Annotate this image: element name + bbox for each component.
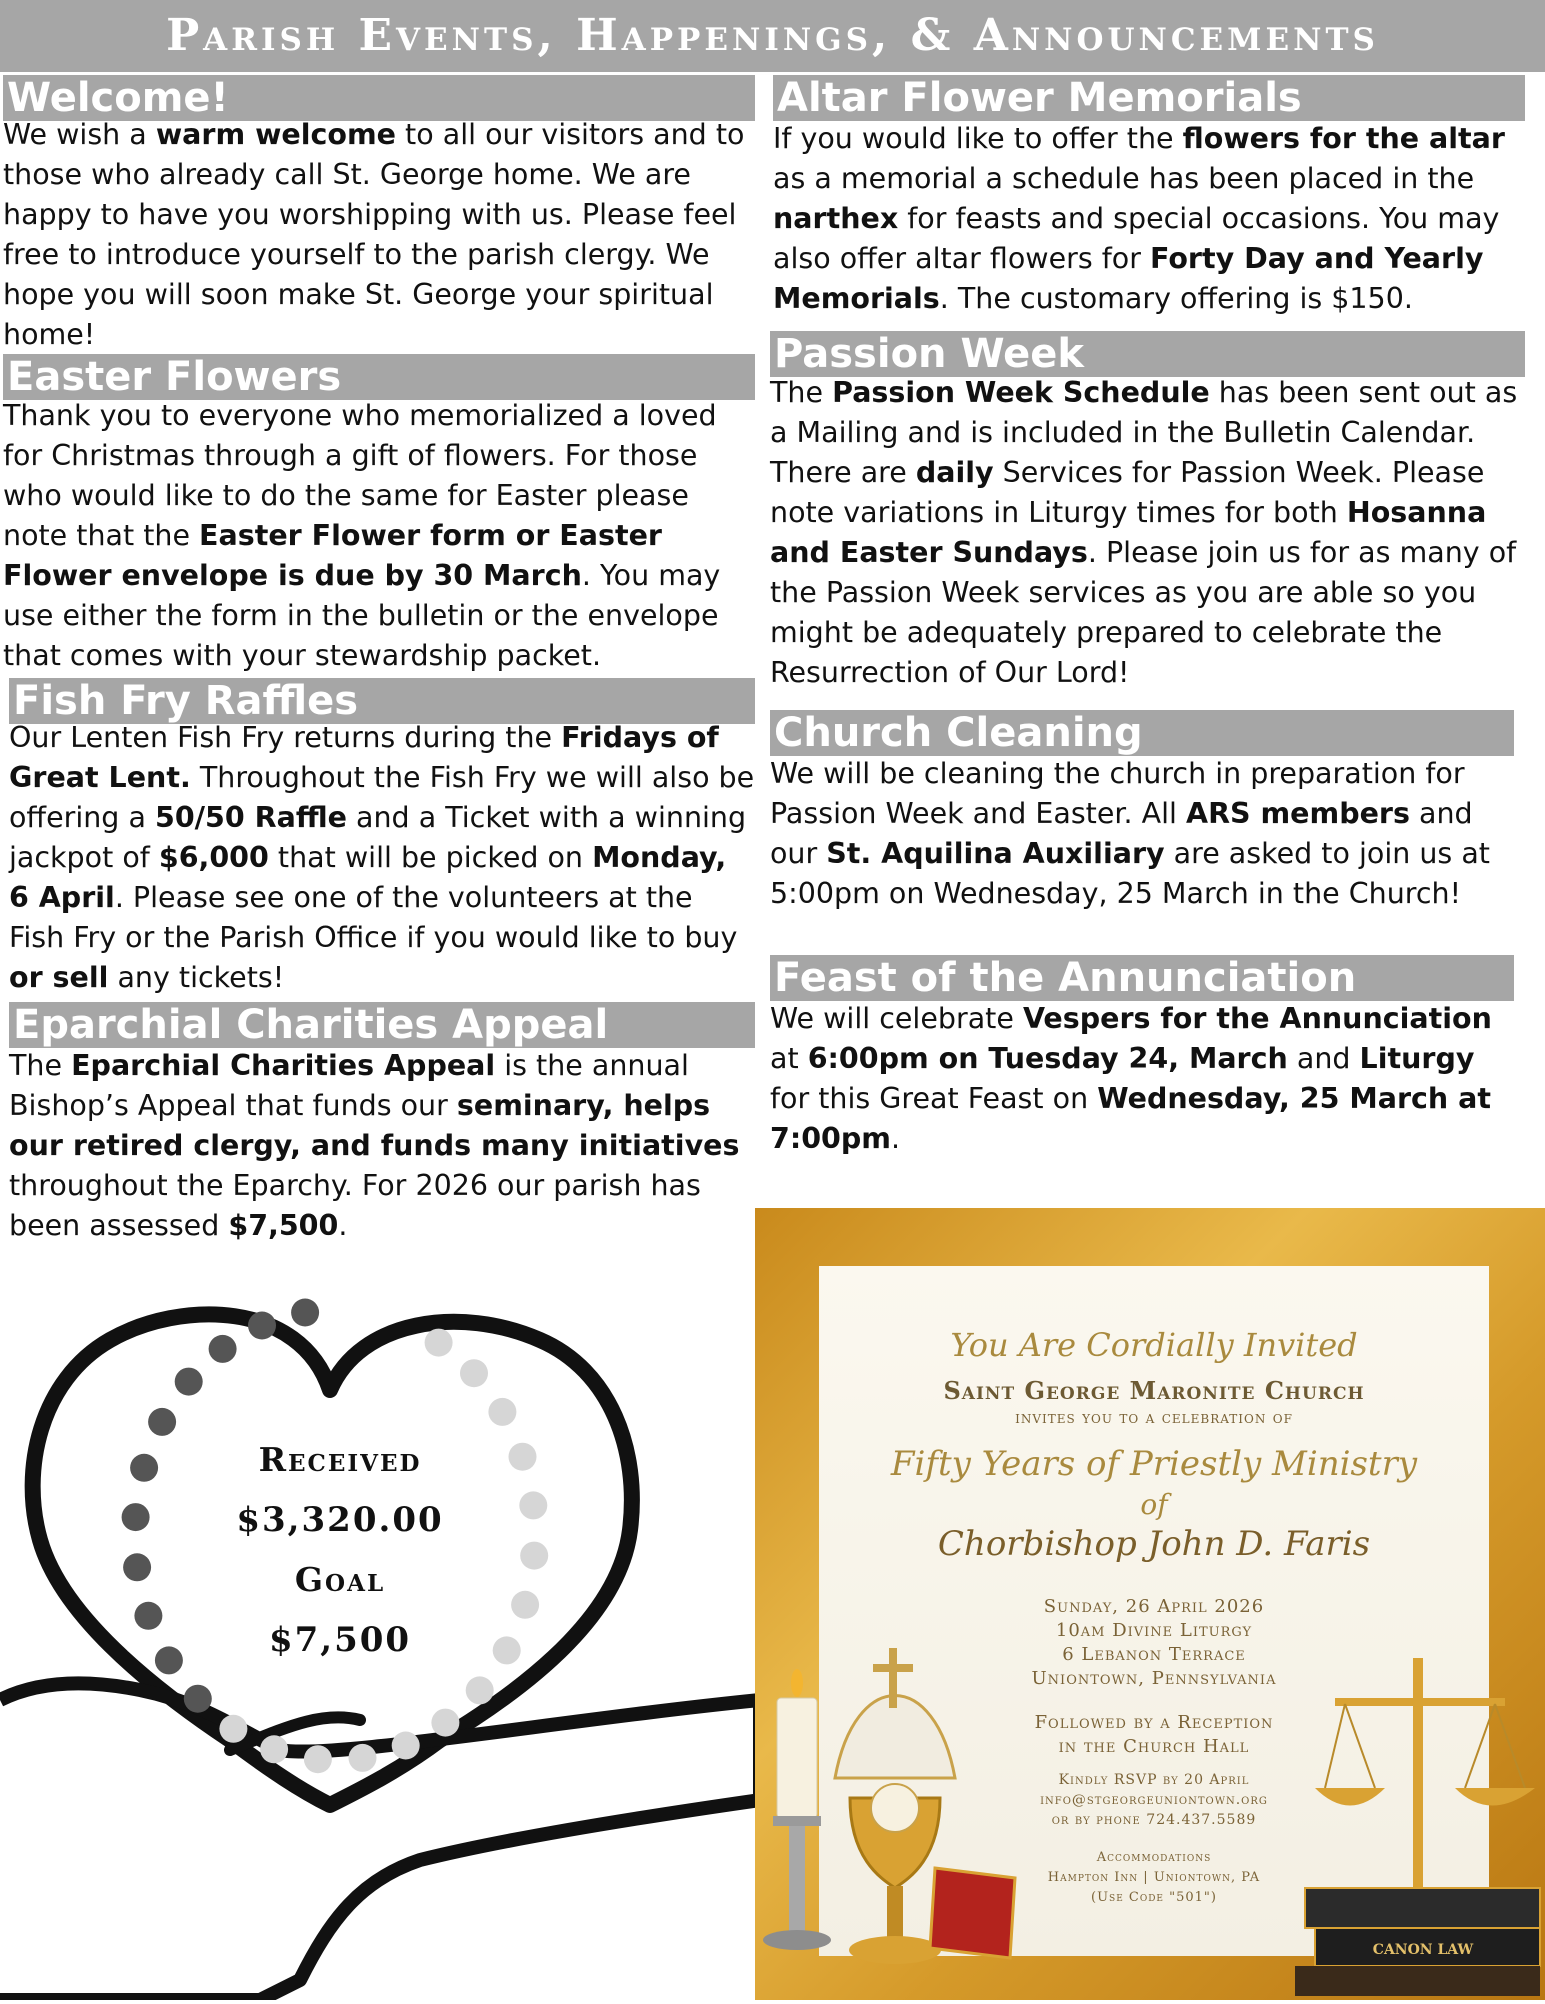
church-cleaning-heading: Church Cleaning <box>770 710 1514 756</box>
progress-dot-empty <box>425 1329 453 1357</box>
progress-dot-empty <box>511 1591 539 1619</box>
progress-dot-empty <box>460 1359 488 1387</box>
passion-week-text: The Passion Week Schedule has been sent out as a Mailing and is included in the Bulletin Calendar. There are daily Services for Passion Week. Please note variations in Liturgy times for both Hosanna and Easter Sundays. Please join us for as many of the Passion Week services as you are able so you might be adequately prepared to celebrate the Resurrection of Our Lord! <box>770 376 1518 689</box>
eparchial-appeal-text: The Eparchial Charities Appeal is the annual Bishop’s Appeal that funds our seminary, helps our retired clergy, and funds many initiatives throughout the Eparchy. For 2026 our parish has been assessed $7,500. <box>9 1049 740 1242</box>
progress-dot-filled <box>123 1553 151 1581</box>
fish-fry-text: Our Lenten Fish Fry returns during the Fridays of Great Lent. Throughout the Fish Fry we will also be offering a 50/50 Raffle and a Ticket with a winning jackpot of $6,000 that will be picked on Monday, 6 April. Please see one of the volunteers at the Fish Fry or the Parish Office if you would like to buy or sell any tickets! <box>9 721 755 994</box>
progress-dot-filled <box>148 1408 176 1436</box>
welcome-heading: Welcome! <box>3 75 755 121</box>
annunciation-text: We will celebrate Vespers for the Annunciation at 6:00pm on Tuesday 24, March and Liturgy for this Great Feast on Wednesday, 25 March at 7:00pm. <box>770 1002 1492 1155</box>
event-liturgy: 10am Divine Liturgy <box>1055 1620 1253 1641</box>
rsvp-email: info@stgeorgeuniontown.org <box>1040 1792 1268 1808</box>
church-cleaning-text: We will be cleaning the church in preparation for Passion Week and Easter. All ARS members and our St. Aquilina Auxiliary are asked to join us at 5:00pm on Wednesday, 25 March in the Church! <box>770 757 1490 910</box>
progress-dot-filled <box>248 1312 276 1340</box>
event-date: Sunday, 26 April 2026 <box>1043 1596 1265 1617</box>
event-address: 6 Lebanon Terrace <box>1062 1644 1246 1665</box>
page-banner: Parish Events, Happenings, & Announcements <box>0 0 1545 72</box>
church-cleaning-section <box>770 710 1514 914</box>
book-label: CANON LAW <box>1372 1942 1474 1958</box>
progress-dot-empty <box>219 1715 247 1743</box>
passion-week-section <box>770 331 1525 693</box>
progress-dot-empty <box>392 1732 420 1760</box>
received-amount: $3,320.00 <box>236 1500 444 1540</box>
invite-subline: invites you to a celebration of <box>1015 1408 1293 1428</box>
progress-dot-empty <box>519 1491 547 1519</box>
church-name: Saint George Maronite Church <box>943 1376 1365 1405</box>
invite-greeting: You Are Cordially Invited <box>950 1326 1358 1364</box>
progress-dot-filled <box>175 1368 203 1396</box>
eparchial-appeal-heading: Eparchial Charities Appeal <box>9 1002 755 1048</box>
eparchial-appeal-section <box>9 1002 755 1246</box>
progress-dot-empty <box>431 1709 459 1737</box>
chalice-mitre-icon <box>755 1628 1025 2000</box>
accommodations-hotel: Hampton Inn | Uniontown, PA <box>1047 1870 1261 1885</box>
celebration-of: of <box>1140 1488 1168 1521</box>
altar-flowers-heading: Altar Flower Memorials <box>773 75 1525 121</box>
altar-flowers-section <box>773 75 1525 319</box>
goal-label: Goal <box>294 1560 386 1599</box>
progress-dot-empty <box>520 1542 548 1570</box>
progress-dot-empty <box>509 1443 537 1471</box>
fish-fry-section <box>9 678 755 998</box>
passion-week-heading: Passion Week <box>770 331 1525 377</box>
goal-amount: $7,500 <box>268 1620 412 1660</box>
progress-dot-filled <box>291 1299 319 1327</box>
received-label: Received <box>258 1440 422 1479</box>
scales-books-icon <box>1295 1638 1545 2000</box>
hand-outline <box>0 1683 760 2000</box>
annunciation-heading: Feast of the Annunciation <box>770 955 1514 1001</box>
progress-dot-empty <box>349 1744 377 1772</box>
accommodations-code: (Use Code "501") <box>1091 1890 1217 1905</box>
celebration-title: Fifty Years of Priestly Ministry <box>890 1444 1418 1484</box>
progress-dot-filled <box>209 1335 237 1363</box>
easter-flowers-text: Thank you to everyone who memorialized a loved for Christmas through a gift of flowers. For those who would like to do the same for Easter please note that the Easter Flower form or Easter Flower envelope is due by 30 March. You may use either the form in the bulletin or the envelope that comes with your stewardship packet. <box>3 399 721 672</box>
appeal-totals <box>190 1430 490 1670</box>
welcome-text: We wish a warm welcome to all our visitors and to those who already call St. George home. We are happy to have you worshipping with us. Please feel free to introduce yourself to the parish clergy. We hope you will soon make St. George your spiritual home! <box>3 118 745 351</box>
altar-flowers-text: If you would like to offer the flowers for the altar as a memorial a schedule has been placed in the narthex for feasts and special occasions. You may also offer altar flowers for Forty Day and Yearly Memorials. The customary offering is $150. <box>773 122 1505 315</box>
progress-dot-filled <box>134 1602 162 1630</box>
honoree-name: Chorbishop John D. Faris <box>937 1524 1371 1564</box>
invitation-flyer <box>755 1208 1545 2000</box>
progress-dot-filled <box>184 1685 212 1713</box>
annunciation-section <box>770 955 1514 1159</box>
progress-dot-empty <box>304 1745 332 1773</box>
appeal-progress-graphic <box>0 1280 760 2000</box>
easter-flowers-section <box>3 354 755 676</box>
progress-dot-empty <box>260 1735 288 1763</box>
progress-dot-empty <box>488 1398 516 1426</box>
reception-place: in the Church Hall <box>1058 1736 1250 1757</box>
accommodations-label: Accommodations <box>1096 1850 1212 1865</box>
candle-icon <box>777 1698 817 1818</box>
progress-dot-empty <box>493 1636 521 1664</box>
fish-fry-heading: Fish Fry Raffles <box>9 678 755 724</box>
progress-dot-empty <box>466 1676 494 1704</box>
welcome-section <box>3 75 755 355</box>
reception-line: Followed by a Reception <box>1034 1712 1274 1733</box>
easter-flowers-heading: Easter Flowers <box>3 354 755 400</box>
event-city: Uniontown, Pennsylvania <box>1031 1668 1277 1689</box>
progress-dot-filled <box>130 1454 158 1482</box>
progress-dot-filled <box>155 1646 183 1674</box>
progress-dot-filled <box>122 1503 150 1531</box>
rsvp-line: Kindly RSVP by 20 April <box>1058 1772 1250 1788</box>
rsvp-phone: or by phone 724.437.5589 <box>1051 1812 1257 1828</box>
